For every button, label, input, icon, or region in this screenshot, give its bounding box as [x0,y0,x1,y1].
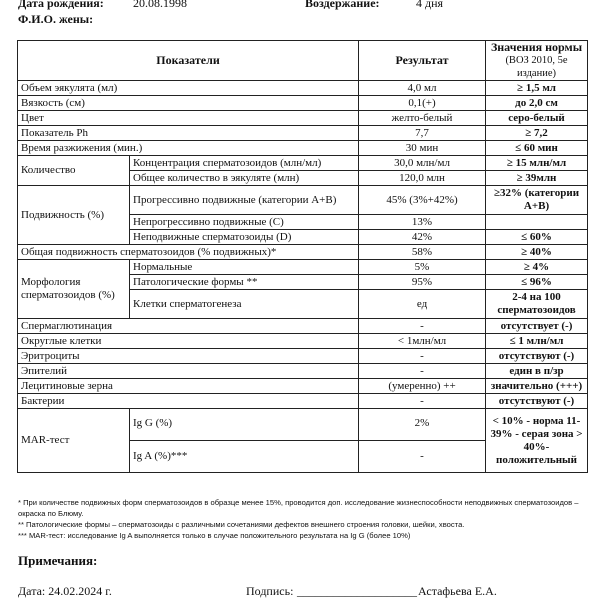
abstinence-value: 4 дня [416,0,444,10]
table-row [18,96,588,111]
concentration-norm: ≥ 15 млн/мл [486,156,588,171]
table-row [18,186,588,215]
igg-label: Ig G (%) [130,409,359,441]
footnote-1: * При количестве подвижных форм сперматозоидов в образце менее 15%, проводится доп. исследование жизнеспособности неподвижных сперматозоидов – окраска по Блюму. [18,498,579,518]
epithelium-label: Эпителий [18,364,359,379]
signer-name: Астафьева Е.А. [418,584,497,598]
col-indicators: Показатели [18,41,359,81]
spermatogenesis-norm: 2-4 на 100 сперматозоидов [486,290,588,319]
footnote-3: *** MAR-тест: исследование Ig A выполняется только в случае положительного результата на Ig G (более 10%) [18,531,411,540]
bacteria-label: Бактерии [18,394,359,409]
iga-result: - [359,441,486,473]
col-norm-subtitle: (ВОЗ 2010, 5е издание) [505,55,568,79]
normal-forms-result: 5% [359,260,486,275]
total-motility-result: 58% [359,245,486,260]
bacteria-norm: отсутствуют (-) [486,394,588,409]
concentration-label: Концентрация сперматозоидов (млн/мл) [130,156,359,171]
color-result: желто-белый [359,111,486,126]
ph-result: 7,7 [359,126,486,141]
agglutination-label: Спермаглютинация [18,319,359,334]
progressive-label: Прогрессивно подвижные (категории A+B) [130,186,359,215]
table-header-row [18,41,588,81]
spermatogenesis-label: Клетки сперматогенеза [130,290,359,319]
color-label: Цвет [18,111,359,126]
table-row [18,349,588,364]
pathological-forms-label: Патологические формы ** [130,275,359,290]
abstinence-label: Воздержание: [305,0,380,10]
iga-label: Ig A (%)*** [130,441,359,473]
footnote-2: ** Патологические формы – сперматозоиды с различными сочетаниями дефектов внешнего строения головки, шейки, хвоста. [18,520,465,529]
table-row [18,260,588,275]
table-row [18,334,588,349]
nonprogressive-norm [486,215,588,230]
table-row [18,394,588,409]
agglutination-norm: отсутствует (-) [486,319,588,334]
total-count-label: Общее количество в эякуляте (млн) [130,171,359,186]
wife-label: Ф.И.О. жены: [18,12,94,26]
report-date: Дата: 24.02.2024 г. [18,584,112,598]
epithelium-norm: един в п/зр [486,364,588,379]
notes-heading: Примечания: [18,553,98,568]
signature-label: Подпись: [246,584,294,598]
table-row [18,156,588,171]
agglutination-result: - [359,319,486,334]
motility-label: Подвижность (%) [18,186,130,245]
lecithin-label: Лецитиновые зерна [18,379,359,394]
morphology-label: Морфология сперматозоидов (%) [18,260,130,319]
total-motility-norm: ≥ 40% [486,245,588,260]
ph-norm: ≥ 7,2 [486,126,588,141]
volume-norm: ≥ 1,5 мл [486,81,588,96]
spermatogenesis-result: ед [359,290,486,319]
table-row [18,111,588,126]
mar-label: MAR-тест [18,409,130,473]
col-norm [486,41,588,81]
erythrocytes-norm: отсутствуют (-) [486,349,588,364]
col-result: Результат [359,41,486,81]
nonprogressive-result: 13% [359,215,486,230]
immotile-result: 42% [359,230,486,245]
quantity-label: Количество [18,156,130,186]
color-norm: серо-белый [486,111,588,126]
table-row [18,126,588,141]
table-row [18,141,588,156]
round-cells-label: Округлые клетки [18,334,359,349]
progressive-result: 45% (3%+42%) [359,186,486,215]
bacteria-result: - [359,394,486,409]
table-row [18,364,588,379]
concentration-result: 30,0 млн/мл [359,156,486,171]
table-row [18,245,588,260]
table-row [18,409,588,441]
total-count-norm: ≥ 39млн [486,171,588,186]
igg-result: 2% [359,409,486,441]
erythrocytes-label: Эритроциты [18,349,359,364]
erythrocytes-result: - [359,349,486,364]
normal-forms-label: Нормальные [130,260,359,275]
lecithin-norm: значительно (+++) [486,379,588,394]
ph-label: Показатель Ph [18,126,359,141]
pathological-forms-norm: ≤ 96% [486,275,588,290]
table-row [18,379,588,394]
volume-result: 4,0 мл [359,81,486,96]
viscosity-norm: до 2,0 см [486,96,588,111]
semen-analysis-table [17,40,588,473]
volume-label: Объем эякулята (мл) [18,81,359,96]
nonprogressive-label: Непрогрессивно подвижные (C) [130,215,359,230]
dob-label: Дата рождения: [18,0,104,10]
total-count-result: 120,0 млн [359,171,486,186]
liquefaction-label: Время разжижения (мин.) [18,141,359,156]
col-norm-title: Значения нормы [490,40,583,54]
viscosity-result: 0,1(+) [359,96,486,111]
table-row [18,319,588,334]
liquefaction-norm: ≤ 60 мин [486,141,588,156]
signature-line: ____________________ [297,584,417,598]
liquefaction-result: 30 мин [359,141,486,156]
viscosity-label: Вязкость (см) [18,96,359,111]
progressive-norm: ≥32% (категории A+B) [486,186,588,215]
pathological-forms-result: 95% [359,275,486,290]
round-cells-norm: ≤ 1 млн/мл [486,334,588,349]
total-motility-label: Общая подвижность сперматозоидов (% подвижных)* [18,245,359,260]
immotile-label: Неподвижные сперматозоиды (D) [130,230,359,245]
round-cells-result: < 1млн/мл [359,334,486,349]
epithelium-result: - [359,364,486,379]
lecithin-result: (умеренно) ++ [359,379,486,394]
mar-norm: < 10% - норма 11-39% - серая зона > 40%-положительный [486,409,588,473]
table-row [18,81,588,96]
dob-value: 20.08.1998 [133,0,187,10]
normal-forms-norm: ≥ 4% [486,260,588,275]
immotile-norm: ≤ 60% [486,230,588,245]
